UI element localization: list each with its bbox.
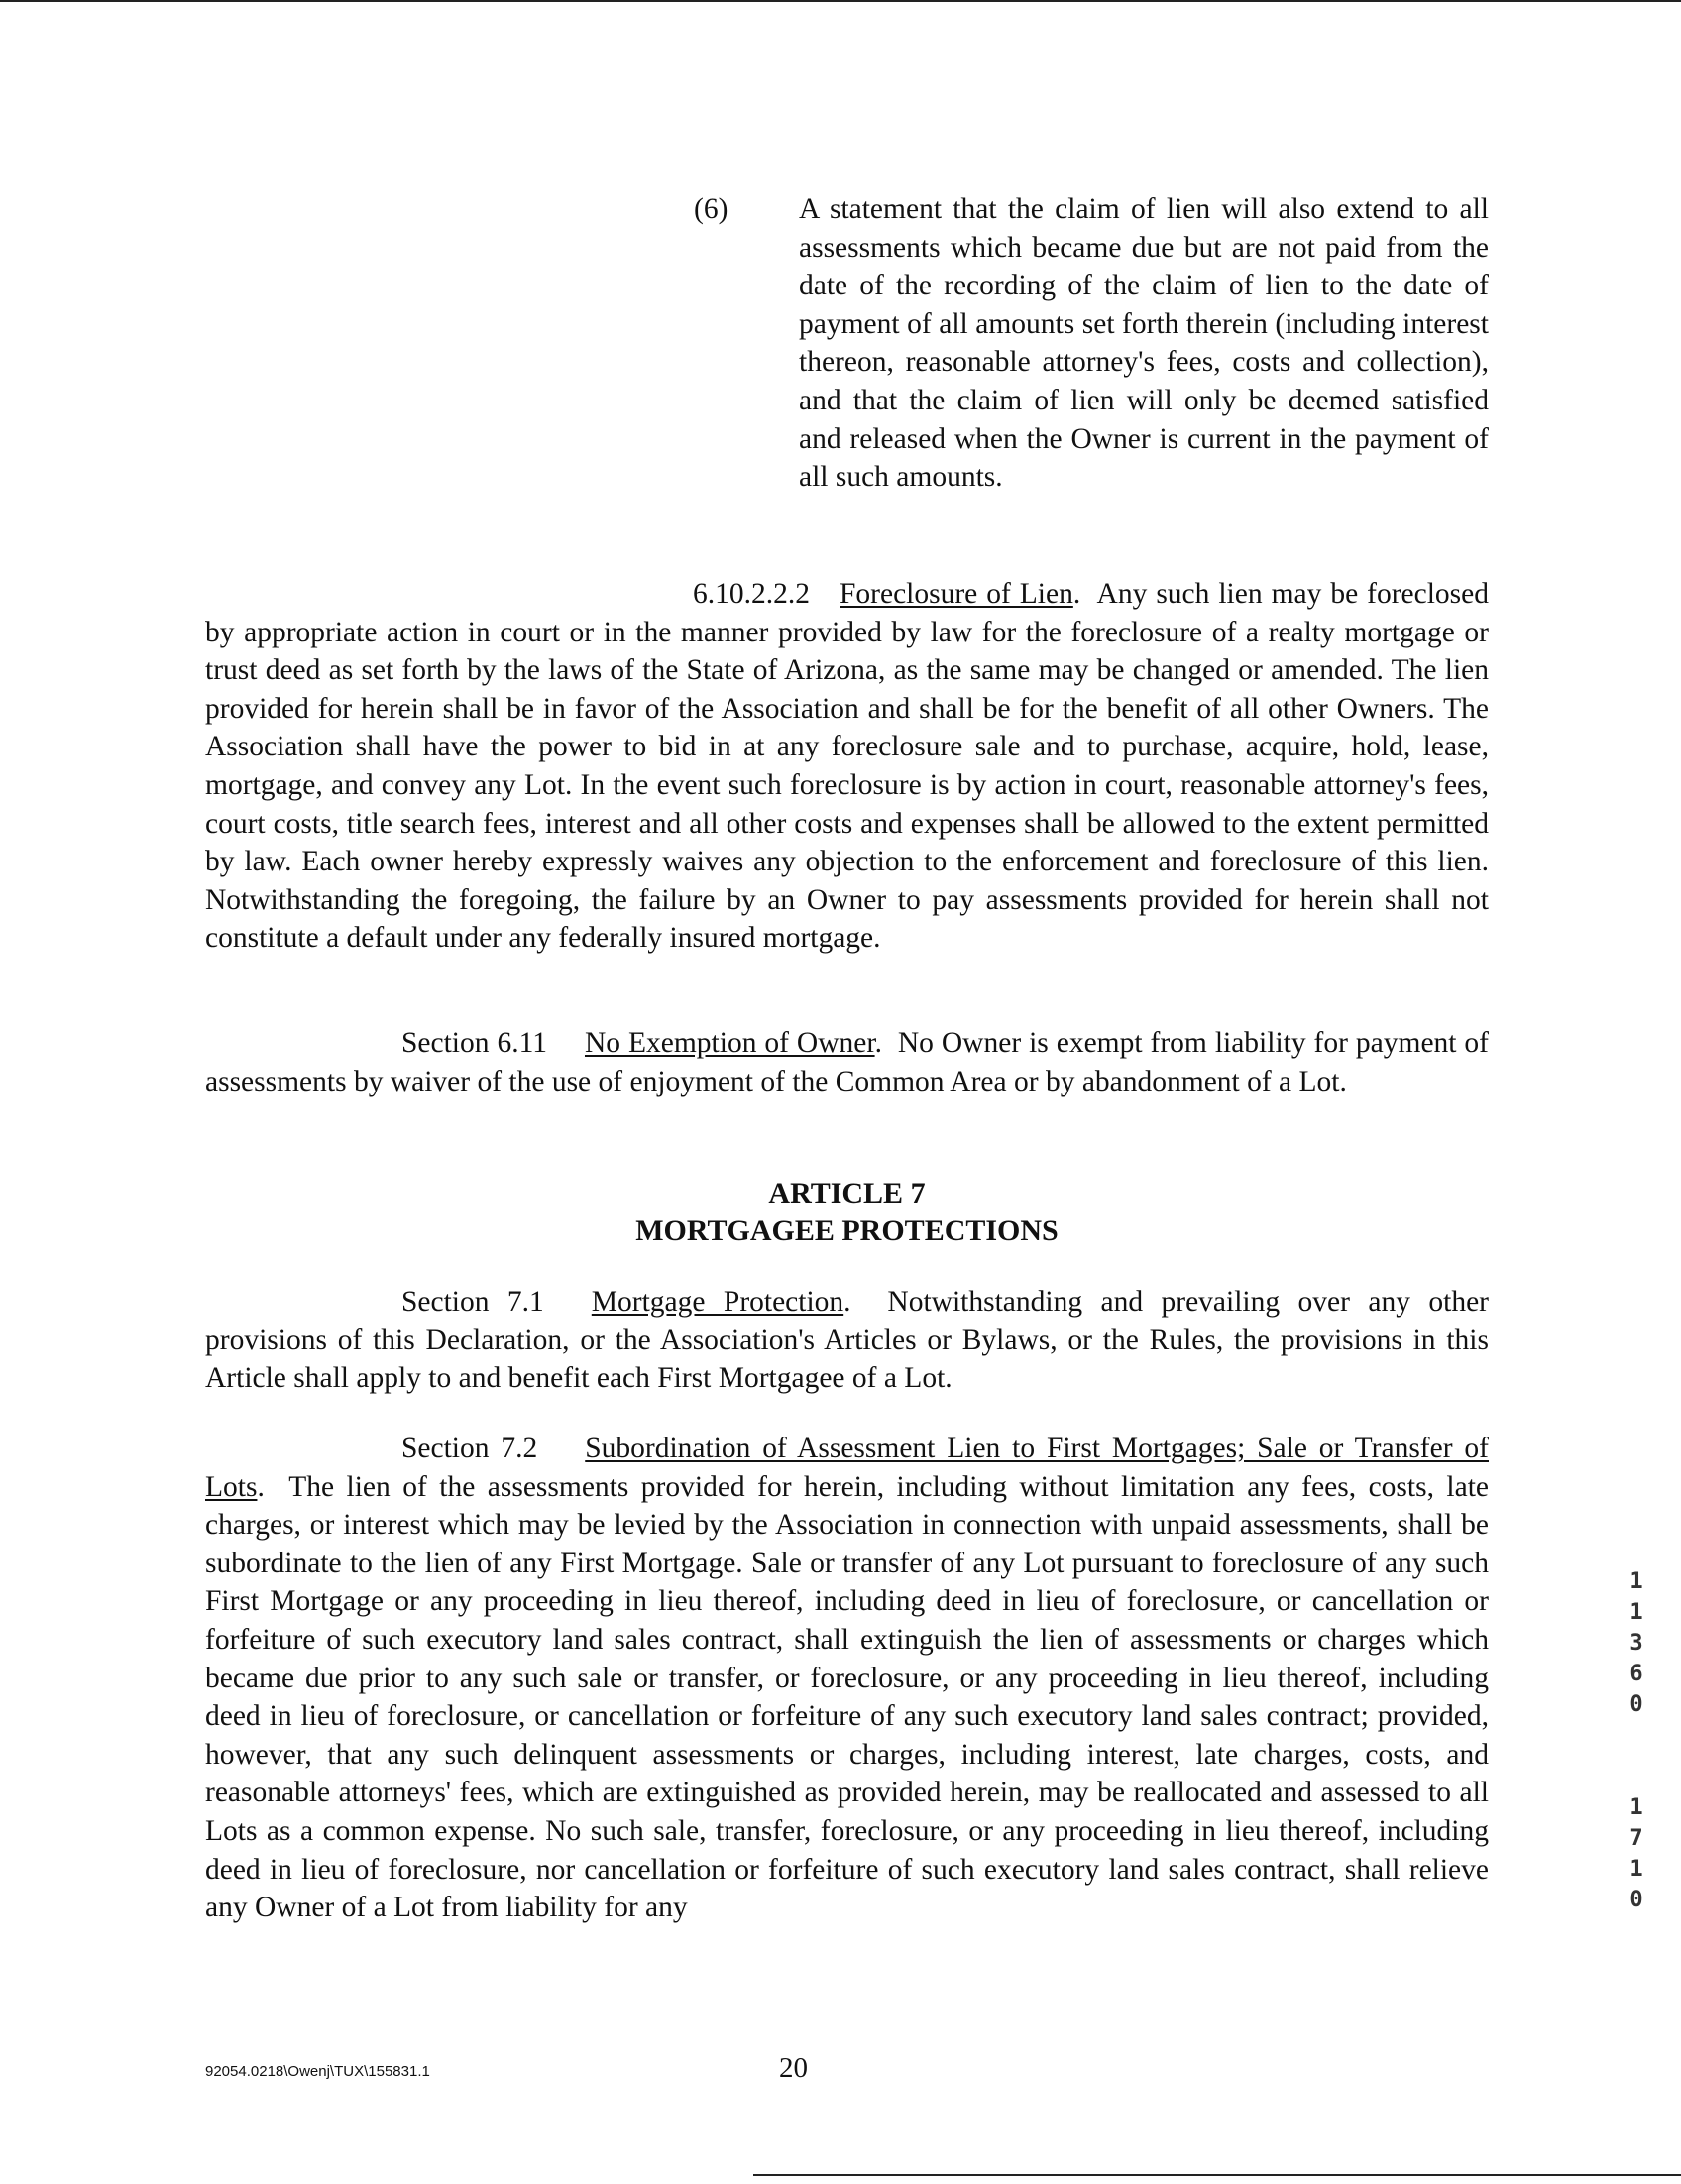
section-number: Section 6.11 [401,1027,547,1059]
section-text: The lien of the assessments provided for herein, including without limitation any fees, costs, late charges, or interest which may be levied by the Association in connection with unpaid assessments, shall be subordinate to the lien of any First Mortgage. Sale or transfer of any Lot pursuant to foreclosure of any such First Mortgage or any proceeding in lieu thereof, including deed in lieu of foreclosure, or cancellation or forfeiture of such executory land sales contract, shall extinguish the lien of assessments or charges which became due prior to any such sale or transfer, or foreclosure, or any proceeding in lieu thereof, including deed in lieu of foreclosure, or cancellation or forfeiture of any such executory land sales contract; provided, however, that any such delinquent assessments or charges, including interest, late charges, costs, and reasonable attorneys' fees, which are extinguished as provided herein, may be reallocated and assessed to all Lots as a common expense. No such sale, transfer, foreclosure, or any proceeding in lieu thereof, including deed in lieu of foreclosure, nor cancellation or forfeiture of such executory land sales contract, shall relieve any Owner of a Lot from liability for any [205,1470,1489,1924]
stamp-digit: 7 [1629,1826,1643,1851]
section-text: No Owner is exempt from liability for payment of assessments by waiver of the use of enjoyment of the Common Area or by abandonment of a Lot. [205,1027,1490,1097]
section-7-2: Section 7.2 Subordination of Assessment Lien to First Mortgages; Sale or Transfer of Lots. The lien of the assessments provided for herein, including without limitation any fees, costs, late charges, or interest which may be levied by the Association in connection with unpaid assessments, shall be subordinate to the lien of any First Mortgage. Sale or transfer of any Lot pursuant to foreclosure of any such First Mortgage or any proceeding in lieu thereof, including deed in lieu of foreclosure, or cancellation or forfeiture of such executory land sales contract, shall extinguish the lien of assessments or charges which became due prior to any such sale or transfer, or foreclosure, or any proceeding in lieu thereof, including deed in lieu of foreclosure, or cancellation or forfeiture of any such executory land sales contract; provided, however, that any such delinquent assessments or charges, including interest, late charges, costs, and reasonable attorneys' fees, which are extinguished as provided herein, may be reallocated and assessed to all Lots as a common expense. No such sale, transfer, foreclosure, or any proceeding in lieu thereof, including deed in lieu of foreclosure, nor cancellation or forfeiture of such executory land sales contract, shall relieve any Owner of a Lot from liability for any [205,1433,1489,1924]
section-number: Section 7.2 [401,1433,538,1464]
section-title: No Exemption of Owner [584,1027,875,1059]
section-title: Mortgage Protection [591,1286,844,1318]
stamp-digit: 0 [1629,1888,1643,1912]
stamp-digit: 1 [1629,1600,1643,1625]
stamp-digit: 3 [1629,1631,1643,1656]
section-6-10-2-2-2: 6.10.2.2.2 Foreclosure of Lien. Any such lien may be foreclosed by appropriate action in court or in the manner provided by law for the foreclosure of a realty mortgage or trust deed as set forth by the laws of the State of Arizona, as the same may be changed or amended. The lien provided for herein shall be in favor of the Association and shall be for the benefit of all other Owners. The Association shall have the power to bid in at any foreclosure sale and to purchase, acquire, hold, lease, mortgage, and convey any Lot. In the event such foreclosure is by action in court, reasonable attorney's fees, court costs, title search fees, interest and all other costs and expenses shall be allowed to the extent permitted by law. Each owner hereby expressly waives any objection to the enforcement and foreclosure of this lien. Notwithstanding the foregoing, the failure by an Owner to pay assessments provided for herein shall not constitute a default under any federally insured mortgage. [205,578,1489,955]
list-item-number: (6) [694,193,728,225]
section-title: Foreclosure of Lien [840,578,1073,610]
section-text: Any such lien may be foreclosed by appropriate action in court or in the manner provided by law for the foreclosure of a realty mortgage or trust deed as set forth by the laws of the State of Arizona, as the same may be changed or amended. The lien provided for herein shall be in favor of the Association and shall be for the benefit of all other Owners. The Association shall have the power to bid in at any foreclosure sale and to purchase, acquire, hold, lease, mortgage, and convey any Lot. In the event such foreclosure is by action in court, reasonable attorney's fees, court costs, title search fees, interest and all other costs and expenses shall be allowed to the extent permitted by law. Each owner hereby expressly waives any objection to the enforcement and foreclosure of this lien. Notwithstanding the foregoing, the failure by an Owner to pay assessments provided for herein shall not constitute a default under any federally insured mortgage. [205,578,1489,955]
stamp-digit: 1 [1629,1795,1643,1820]
page-number: 20 [779,2052,808,2084]
stamp-digit: 1 [1629,1857,1643,1882]
bottom-edge-rule [753,2174,1681,2176]
stamp-digit: 6 [1629,1662,1643,1686]
article-title: MORTGAGEE PROTECTIONS [635,1214,1059,1247]
stamp-digit: 1 [1629,1569,1643,1594]
section-number: Section 7.1 [401,1286,544,1318]
section-6-11: Section 6.11 No Exemption of Owner. No Owner is exempt from liability for payment of assessments by waiver of the use of enjoyment of the Common Area or by abandonment of a Lot. [205,1027,1490,1097]
list-item-text: A statement that the claim of lien will also extend to all assessments which became due but are not paid from the date of the recording of the claim of lien to the date of payment of all amounts set forth therein (including interest thereon, reasonable attorney's fees, costs and collection), and that the claim of lien will only be deemed satisfied and released when the Owner is current in the payment of all such amounts. [799,193,1489,494]
section-7-1: Section 7.1 Mortgage Protection. Notwithstanding and prevailing over any other provisions of this Declaration, or the Association's Articles or Bylaws, or the Rules, the provisions in this Article shall apply to and benefit each First Mortgagee of a Lot. [205,1286,1490,1395]
article-label: ARTICLE 7 [768,1177,926,1209]
section-text: Notwithstanding and prevailing over any other provisions of this Declaration, or the Association's Articles or Bylaws, or the Rules, the provisions in this Article shall apply to and benefit each First Mortgagee of a Lot. [205,1286,1490,1395]
section-title: Subordination of Assessment Lien to First Mortgages; Sale or Transfer of Lots [205,1433,1489,1503]
top-edge-rule [0,0,1681,2]
stamp-digit: 0 [1629,1692,1643,1717]
document-id: 92054.0218\Owenj\TUX\155831.1 [205,2063,430,2080]
section-number: 6.10.2.2.2 [693,578,810,610]
side-stamp-group-1 [1625,1566,1647,1720]
side-stamp-group-2 [1625,1792,1647,1915]
